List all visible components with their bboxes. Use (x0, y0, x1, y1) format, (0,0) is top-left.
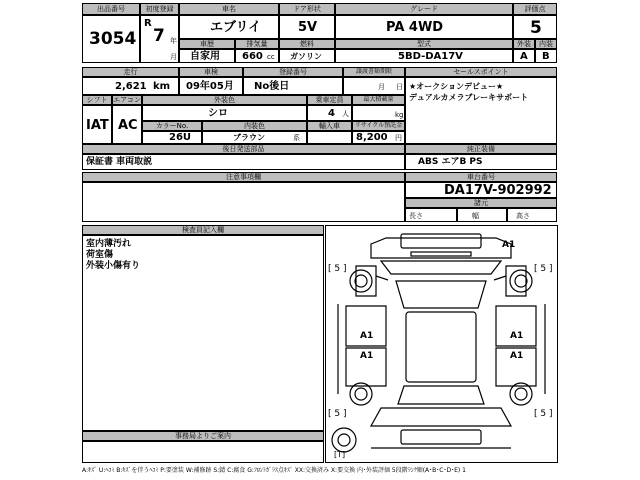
fuel: ガソリン (290, 52, 322, 61)
score-cell (513, 15, 557, 39)
mark-a1-top-right: A1 (502, 240, 516, 250)
model: 5BD-DA17V (398, 51, 463, 62)
office-cell (82, 441, 324, 463)
windshield (396, 281, 486, 308)
use-type-cell (179, 49, 235, 63)
month-unit: 月 (170, 53, 177, 61)
transfer-day: 日 (396, 83, 403, 91)
height-label: 高さ (516, 212, 530, 220)
capacity-unit: 人 (342, 110, 349, 118)
length-label: 長さ (409, 212, 423, 220)
hood (381, 261, 501, 274)
mark-a1-right-upper: A1 (510, 331, 524, 341)
sales-points-cell (405, 77, 557, 144)
factory-equipment: ABS エアB PS (418, 157, 483, 167)
int-color-label: 内装色 (202, 121, 307, 131)
mark-tire-right-rear: [ 5 ] (534, 409, 553, 419)
load-label: 最大積載量 (352, 95, 405, 105)
reg-deadline-label: 登録番号 (243, 67, 343, 77)
inspector-line-1: 室内薄汚れ (86, 239, 132, 249)
inspection: 09年05月 (186, 81, 234, 92)
chassis-number: DA17V-902992 (444, 183, 552, 198)
inspector-label: 検査員記入欄 (82, 225, 324, 235)
right-front-wheel (510, 270, 532, 292)
width-label: 幅 (472, 212, 479, 220)
chassis-cell (405, 182, 557, 198)
exterior-grade: A (520, 51, 528, 62)
damage-diagram (325, 225, 558, 463)
ac-label: エアコン (113, 96, 141, 104)
displacement-label: 排気量 (235, 39, 279, 49)
reg-year: 7 (153, 26, 165, 46)
model-label: 型式 (335, 39, 513, 49)
lot-number-cell (82, 15, 140, 63)
mark-spare: [T] (334, 450, 346, 459)
displacement-cell (235, 49, 279, 63)
shift-cell (82, 105, 112, 144)
grade: PA 4WD (386, 20, 444, 35)
mark-a1-left-upper: A1 (360, 331, 374, 341)
interior-label: 内装 (535, 39, 557, 49)
mark-a1-left-lower: A1 (360, 351, 374, 361)
fuel-label: 燃料 (279, 39, 335, 49)
displacement: 660 (242, 51, 263, 62)
car-name-label: 車名 (179, 3, 279, 15)
front-bumper-top (401, 234, 481, 248)
transfer-month: 月 (378, 83, 385, 91)
roof (406, 312, 476, 382)
int-color-suffix: 系 (293, 134, 300, 142)
front-grille (411, 252, 471, 256)
import-cell (307, 131, 352, 144)
load-cell (352, 105, 405, 121)
load-unit: kg (395, 111, 404, 119)
sales-label: セールスポイント (405, 67, 557, 77)
exterior-cell (513, 49, 535, 63)
ac: AC (118, 118, 138, 133)
office-label: 事務局よりご案内 (82, 431, 324, 441)
car-name-cell (179, 15, 279, 39)
capacity-cell (307, 105, 352, 121)
car-name: エブリイ (210, 20, 262, 35)
model-cell (335, 49, 513, 63)
dims-label: 諸元 (405, 198, 557, 208)
int-color-cell (202, 131, 307, 144)
sales-point-1: ★オークションデビュー★ (409, 82, 504, 91)
color-no-cell (142, 131, 202, 144)
mileage-unit: km (153, 81, 171, 92)
capacity-label: 乗車定員 (307, 95, 352, 105)
mileage: 2,621 (115, 81, 147, 92)
displacement-unit: cc (267, 53, 275, 61)
rear-window (398, 386, 484, 404)
caution-label: 注意事項欄 (82, 172, 405, 182)
lot-number: 3054 (89, 29, 137, 49)
recycle-label: リサイクル預託金 (352, 121, 405, 131)
grade-cell (335, 15, 513, 39)
inspector-line-3: 外装小傷有り (86, 261, 141, 271)
int-color: ブラウン (233, 133, 265, 142)
sales-point-2: デュアルカメラブレーキサポート (409, 93, 529, 102)
door-label: ドア形状 (279, 3, 335, 15)
grade-label: グレード (335, 3, 513, 15)
inspector-line-2: 荷室傷 (86, 250, 114, 260)
interior-cell (535, 49, 557, 63)
mileage-label: 走行 (82, 67, 179, 77)
spare-tire (332, 428, 356, 452)
back-door (371, 408, 511, 426)
mileage-cell (82, 77, 179, 95)
interior-grade: B (542, 51, 550, 62)
use-type-label: 車歴 (179, 39, 235, 49)
reg-deadline: No後日 (254, 81, 290, 92)
score-label: 評価点 (513, 3, 557, 15)
factory-label: 純正装備 (405, 144, 557, 154)
shift: IAT (86, 118, 109, 133)
door-cell (279, 15, 335, 39)
rear-bumper (401, 430, 481, 444)
inspection-cell (179, 77, 243, 95)
first-reg-cell (140, 15, 179, 63)
chassis-label: 車台番号 (405, 172, 557, 182)
length-cell (405, 208, 457, 222)
height-cell (507, 208, 557, 222)
fuel-cell (279, 49, 335, 63)
era: R (144, 18, 152, 29)
first-reg-label: 初度登録 (140, 3, 179, 15)
aftermarket-cell (82, 154, 405, 170)
damage-legend: A:ｷｽﾞ U:ﾍｺﾐ B:ｷｽﾞを伴うﾍｺﾐ P:要塗装 W:補修跡 S:錆 C:腐食 G:ﾌﾛﾝﾄｶﾞﾗｽ点ｷｽﾞ XX:交換済み X:要交換 内･外装評価 5段階ﾗﾝｸ順(A･B･C･D･E) 1 (82, 467, 466, 474)
exterior-label: 外装 (513, 39, 535, 49)
mark-tire-left-front: [ 5 ] (328, 264, 347, 274)
color: シロ (208, 108, 228, 119)
score: 5 (530, 18, 542, 38)
year-unit: 年 (170, 37, 177, 45)
inspector-cell (82, 235, 324, 431)
import-label: 輸入車 (307, 121, 352, 131)
mark-tire-right-front: [ 5 ] (534, 264, 553, 274)
use-type: 自家用 (190, 51, 220, 62)
color-no: 26U (169, 132, 192, 143)
lot-label: 出品番号 (82, 3, 140, 15)
shift-label: シフト (82, 95, 112, 105)
ac-cell (112, 105, 142, 144)
left-front-wheel (350, 270, 372, 292)
mark-tire-left-rear: [ 5 ] (328, 409, 347, 419)
reg-deadline-cell (243, 77, 343, 95)
width-cell (457, 208, 507, 222)
recycle-unit: 円 (395, 134, 402, 142)
recycle-cell (352, 131, 405, 144)
caution-cell (82, 182, 405, 222)
door-type: 5V (298, 20, 318, 35)
color-no-label: カラーNo. (142, 121, 202, 131)
recycle: 8,200 (356, 132, 388, 143)
transfer-label: 譲渡書類期限 (343, 67, 405, 77)
mark-a1-right-lower: A1 (510, 351, 524, 361)
capacity: 4 (328, 108, 335, 119)
aftermarket-label: 後日発送部品 (82, 144, 405, 154)
factory-cell (405, 154, 557, 170)
color-label: 外装色 (142, 95, 307, 105)
car-outline-svg (326, 226, 557, 462)
color-cell (142, 105, 307, 121)
inspection-label: 車検 (179, 67, 243, 77)
aftermarket: 保証書 車両取説 (86, 157, 153, 167)
transfer-cell (343, 77, 405, 95)
